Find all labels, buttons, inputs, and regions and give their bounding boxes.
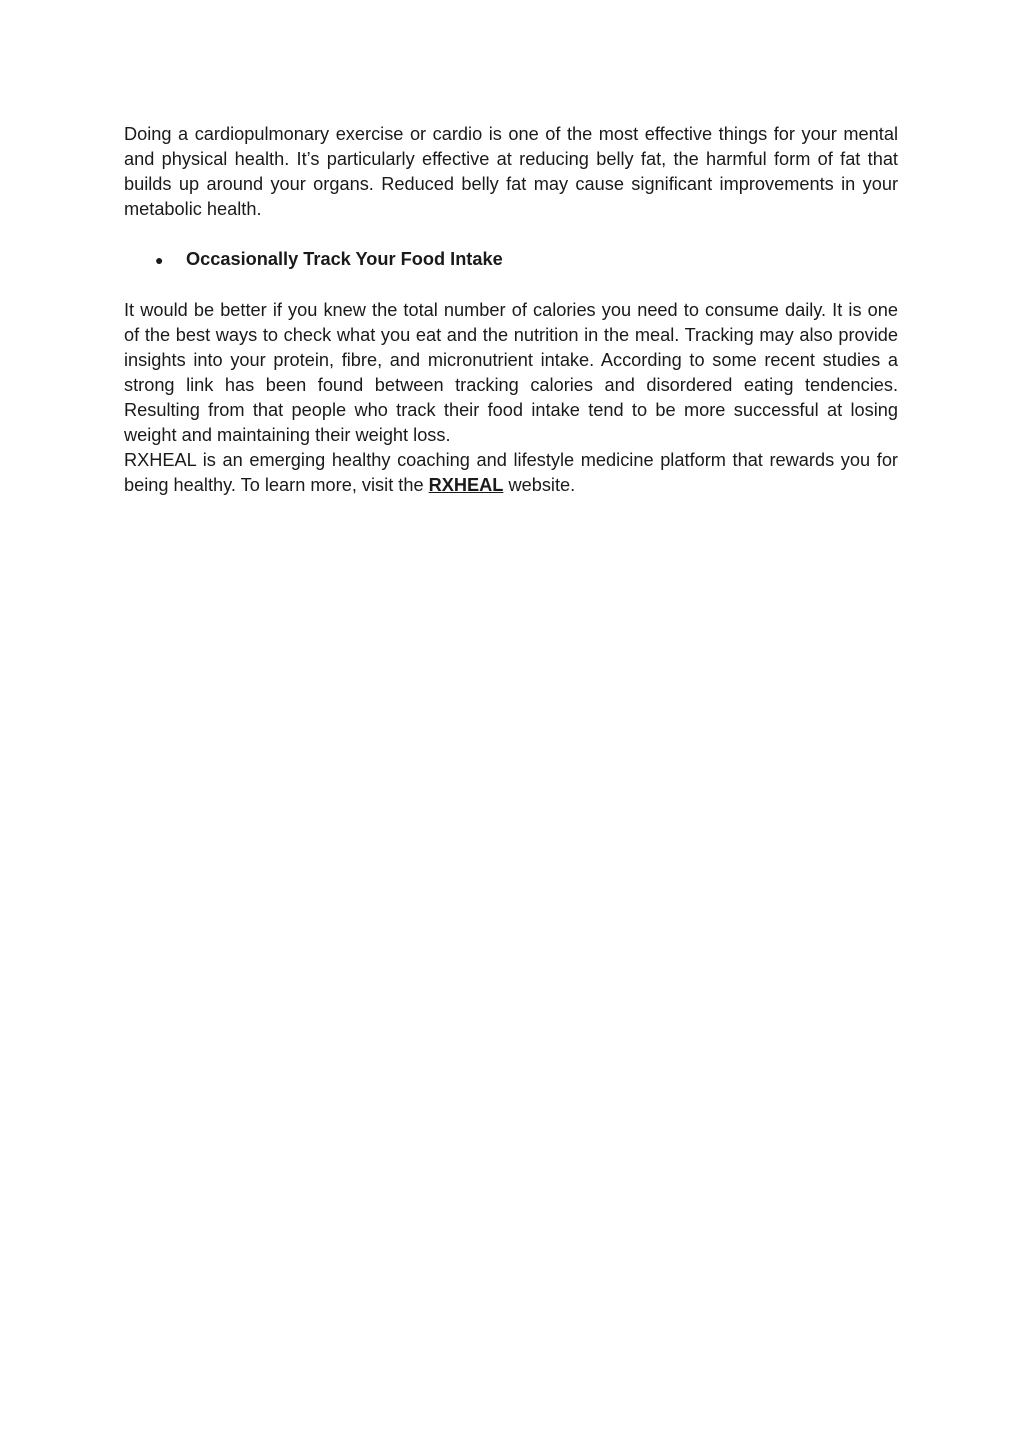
document-page	[124, 122, 898, 498]
spacer	[124, 273, 898, 298]
bullet-list-item	[155, 247, 898, 273]
tracking-paragraph: It would be better if you knew the total number of calories you need to consume daily. It is one of the best ways to check what you eat and the nutrition in the meal. Tracking may also provide insights into your protein, fibre, and micronutrient intake. According to some recent studies a strong link has been found between tracking calories and disordered eating tendencies. Resulting from that people who track their food intake tend to be more successful at losing weight and maintaining their weight loss.	[124, 300, 898, 445]
spacer	[124, 222, 898, 247]
rxheal-link[interactable]: RXHEAL	[428, 475, 504, 495]
rxheal-paragraph	[124, 448, 898, 498]
bullet-heading: Occasionally Track Your Food Intake	[186, 249, 503, 269]
bullet-icon: ●	[155, 252, 164, 268]
cardio-paragraph: Doing a cardiopulmonary exercise or cardio is one of the most effective things for your mental and physical health. It’s particularly effective at reducing belly fat, the harmful form of fat that builds up around your organs. Reduced belly fat may cause significant improvements in your metabolic health.	[124, 124, 898, 219]
rxheal-text-before-link: RXHEAL is an emerging healthy coaching and lifestyle medicine platform that rewards you for being healthy. To learn more, visit the	[124, 450, 898, 495]
rxheal-text-after-link: website.	[503, 475, 576, 495]
